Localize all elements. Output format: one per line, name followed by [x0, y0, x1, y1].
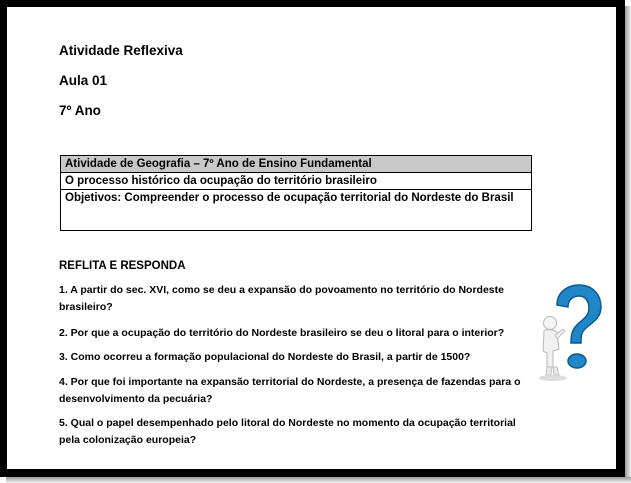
- section-title: REFLITA E RESPONDA: [59, 260, 186, 272]
- lesson-label: Aula 01: [59, 73, 108, 88]
- document-title: Atividade Reflexiva: [59, 43, 183, 58]
- table-row: [61, 156, 532, 173]
- question-4: 4. Por que foi importante na expansão territorial do Nordeste, a presença de fazendas para o desenvolvimento da pecuária?: [59, 376, 521, 405]
- table-header-cell: Atividade de Geografia – 7º Ano de Ensino Fundamental: [61, 156, 532, 173]
- table-row: [61, 190, 532, 231]
- question-1: 1. A partir do sec. XVI, como se deu a expansão do povoamento no território do Nordeste brasileiro?: [59, 284, 504, 313]
- page-shadow-bottom: [6, 477, 631, 483]
- grade-label: 7º Ano: [59, 103, 101, 118]
- activity-info-table: [60, 155, 532, 231]
- document-page: [7, 7, 616, 469]
- table-row: [61, 173, 532, 190]
- question-5: 5. Qual o papel desempenhado pelo litoral do Nordeste no momento da ocupação territorial pela colonização europeia?: [59, 417, 516, 446]
- question-mark-person-icon: [535, 283, 605, 383]
- question-3: 3. Como ocorreu a formação populacional do Nordeste do Brasil, a partir de 1500?: [59, 351, 471, 363]
- question-2: 2. Por que a ocupação do território do Nordeste brasileiro se deu o litoral para o interior?: [59, 327, 505, 339]
- page-shadow-right: [625, 6, 631, 483]
- table-topic-cell: O processo histórico da ocupação do território brasileiro: [61, 173, 532, 190]
- table-objectives-cell: Objetivos: Compreender o processo de ocupação territorial do Nordeste do Brasil: [61, 190, 532, 231]
